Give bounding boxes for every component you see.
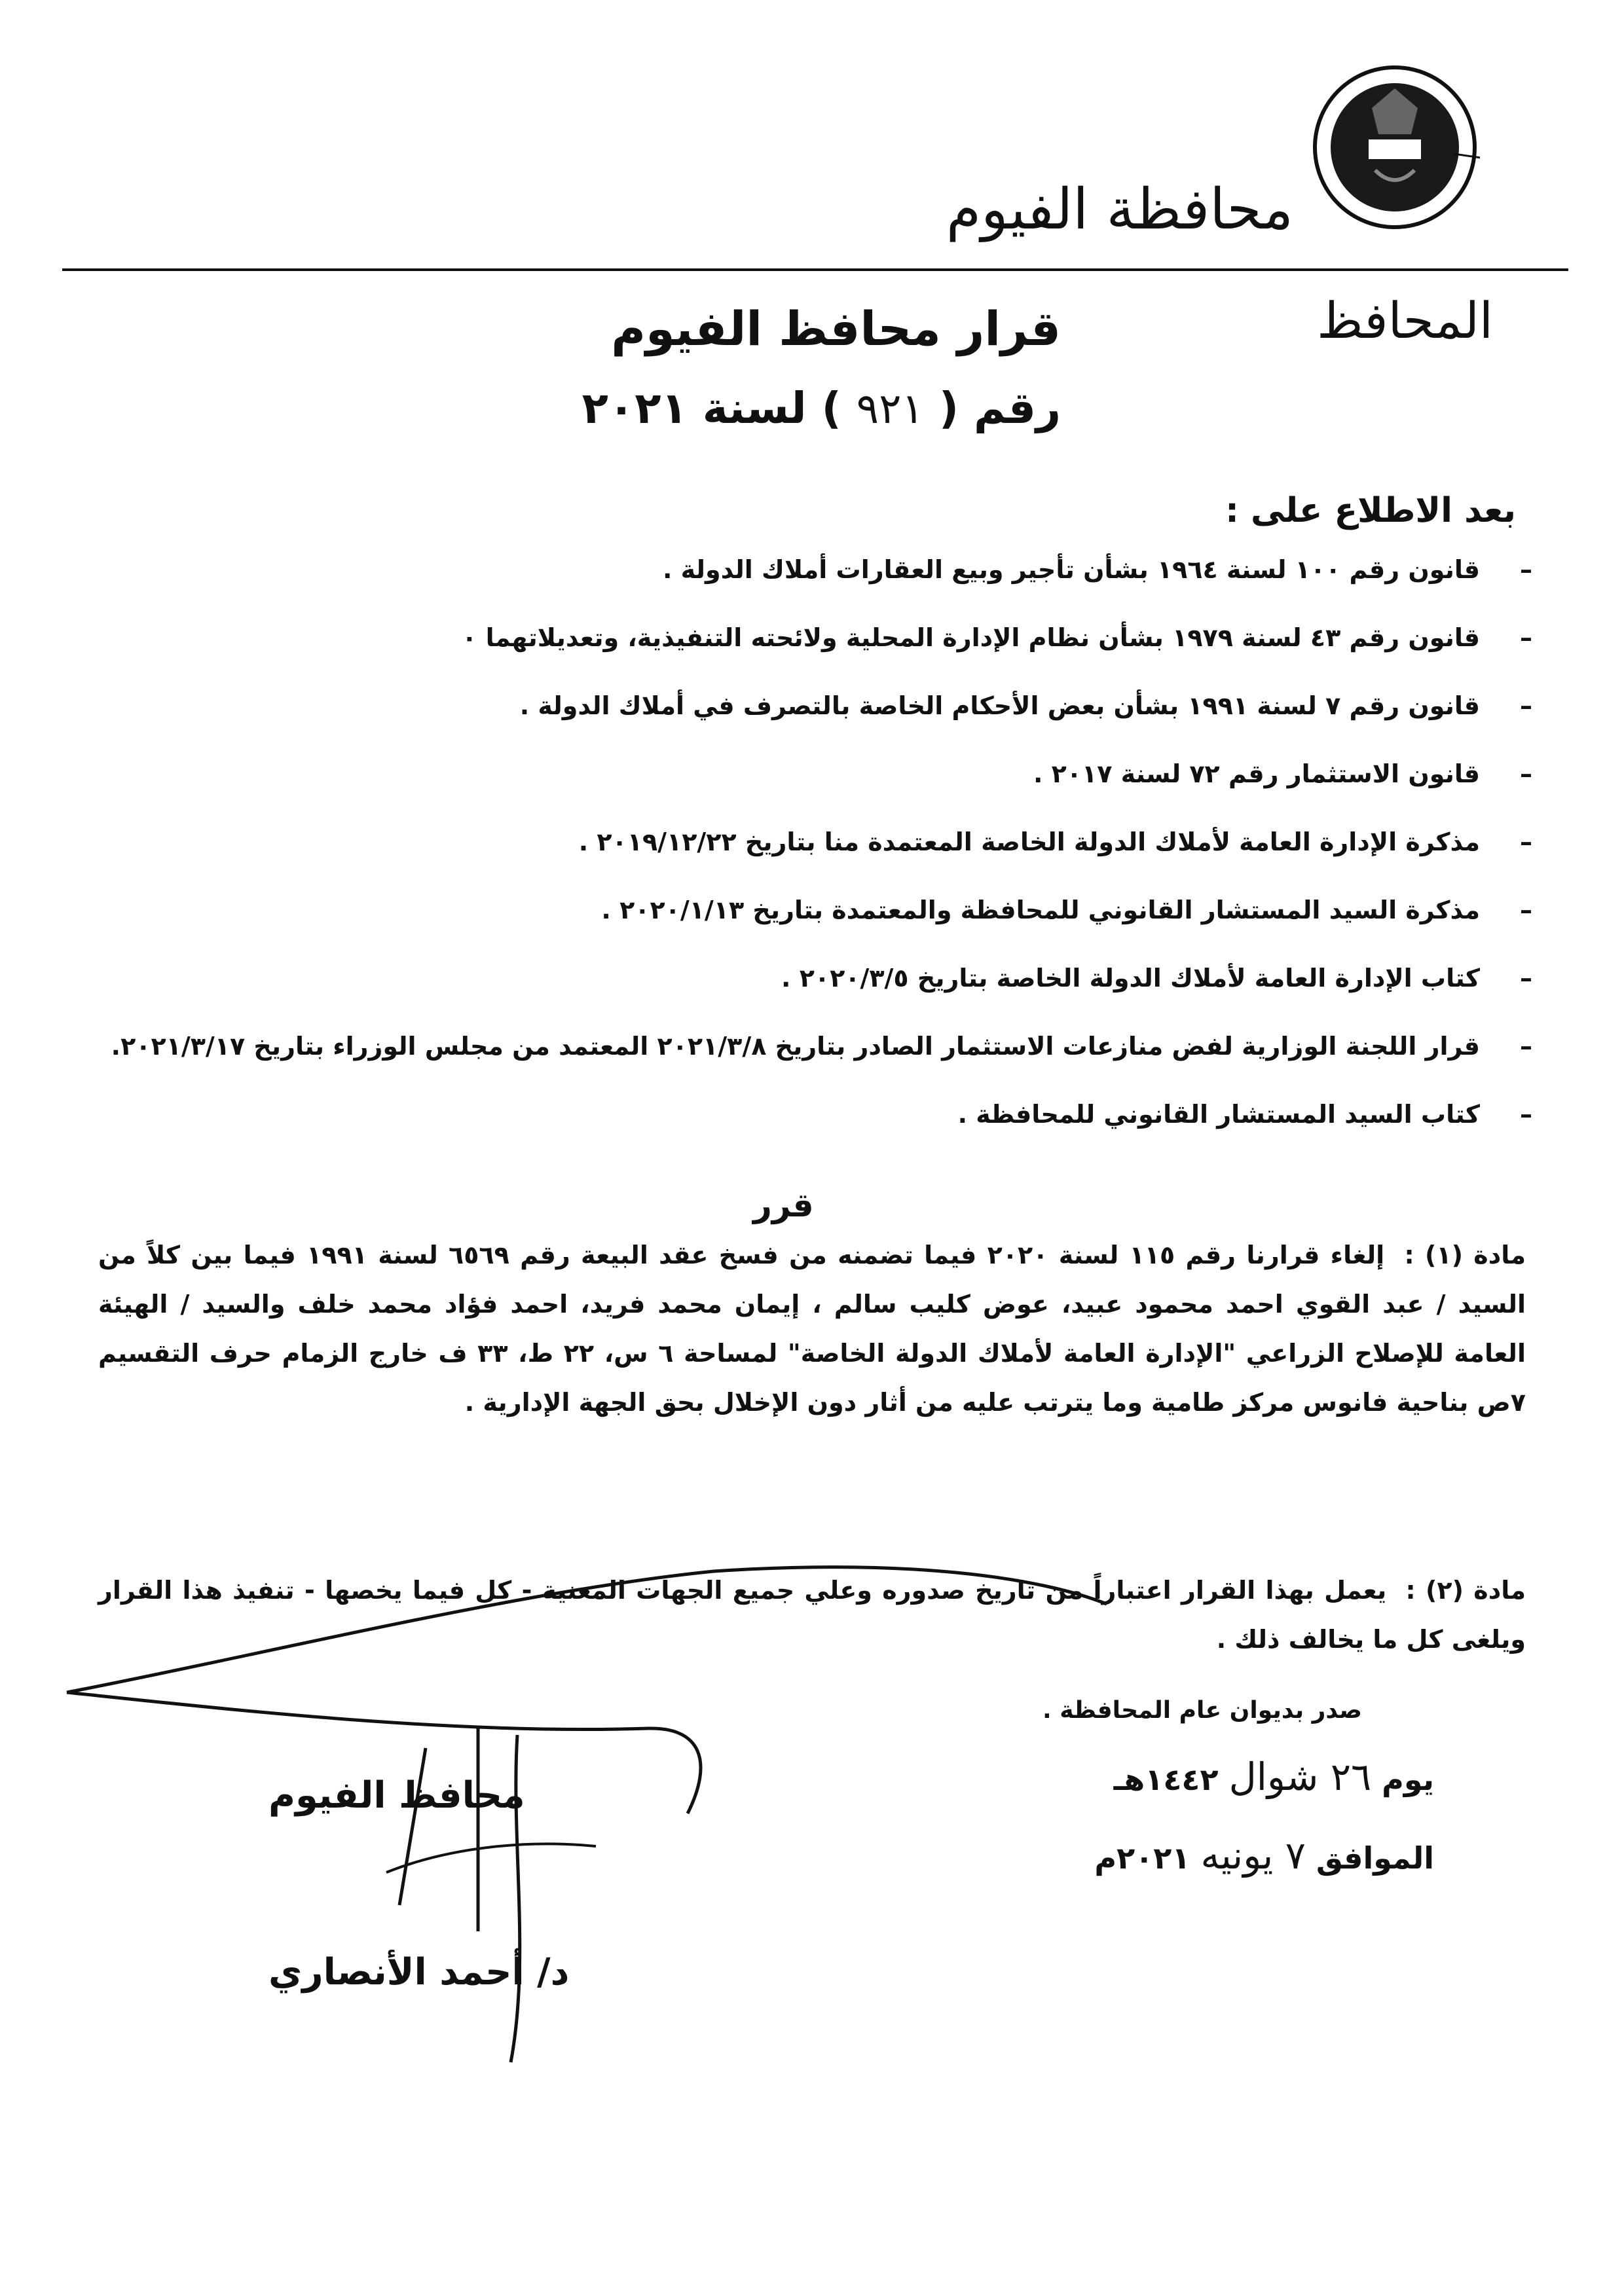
preamble-heading: بعد الاطلاع على :: [1225, 491, 1516, 530]
decree-number-suffix: ) لسنة ٢٠٢١: [581, 383, 841, 433]
preamble-item: – قانون رقم ١٠٠ لسنة ١٩٦٤ بشأن تأجير وبيع العقارات أملاك الدولة .: [105, 550, 1532, 589]
article-label: مادة (١) :: [1404, 1241, 1526, 1269]
header-divider: [62, 268, 1568, 271]
preamble-item: – قانون رقم ٧ لسنة ١٩٩١ بشأن بعض الأحكام الخاصة بالتصرف في أملاك الدولة .: [105, 686, 1532, 725]
gregorian-date-prefix: الموافق: [1316, 1840, 1434, 1876]
decree-title: قرار محافظ الفيوم: [611, 301, 1061, 356]
governorate-name: محافظة الفيوم: [946, 177, 1293, 242]
preamble-item: – قانون الاستثمار رقم ٧٢ لسنة ٢٠١٧ .: [105, 754, 1532, 793]
preamble-item: – مذكرة الإدارة العامة لأملاك الدولة الخاصة المعتمدة منا بتاريخ ٢٠١٩/١٢/٢٢ .: [105, 822, 1532, 862]
signatory-title: محافظ الفيوم: [268, 1774, 525, 1817]
article-text: يعمل بهذا القرار اعتباراً من تاريخ صدوره وعلي جميع الجهات المعنية - كل فيما يخصها - تنفيذ هذا القرار ويلغى كل ما يخالف ذلك .: [98, 1576, 1526, 1654]
gregorian-date-handwritten: ٧ يونيه: [1200, 1833, 1306, 1878]
decree-number-handwritten: ٩٢١: [856, 385, 924, 433]
governorate-seal: [1310, 62, 1480, 232]
hijri-date-prefix: يوم: [1382, 1762, 1434, 1797]
handwritten-signature: [59, 1565, 1467, 2075]
preamble-list: [105, 550, 1532, 1163]
article-label: مادة (٢) :: [1405, 1576, 1526, 1605]
decision-heading: قرر: [753, 1186, 814, 1224]
hijri-date-year: ١٤٤٢هـ: [1113, 1762, 1219, 1797]
article-1: [98, 1231, 1526, 1427]
governor-title: المحافظ: [1317, 291, 1493, 350]
decree-number-prefix: رقم (: [938, 383, 1061, 433]
issued-at: صدر بديوان عام المحافظة .: [1042, 1697, 1362, 1724]
preamble-item: – مذكرة السيد المستشار القانوني للمحافظة والمعتمدة بتاريخ ٢٠٢٠/١/١٣ .: [105, 890, 1532, 930]
preamble-item: – كتاب الإدارة العامة لأملاك الدولة الخاصة بتاريخ ٢٠٢٠/٣/٥ .: [105, 958, 1532, 998]
gregorian-date-year: ٢٠٢١م: [1094, 1840, 1190, 1876]
preamble-item: – قانون رقم ٤٣ لسنة ١٩٧٩ بشأن نظام الإدارة المحلية ولائحته التنفيذية، وتعديلاتهما ٠: [105, 618, 1532, 657]
signatory-name: د/ أحمد الأنصاري: [268, 1951, 570, 1994]
hijri-date-handwritten: ٢٦ شوال: [1228, 1755, 1372, 1799]
decree-number: [582, 383, 1061, 433]
article-text: إلغاء قرارنا رقم ١١٥ لسنة ٢٠٢٠ فيما تضمنه من فسخ عقد البيعة رقم ٦٥٦٩ لسنة ١٩٩١ فيما بين كلاً من السيد / عبد القوي احمد محمود عبيد، عوض كليب سالم ، إيمان محمد فريد، احمد فؤاد محمد خلف والسيد / الهيئة العامة للإصلاح الزراعي "الإدارة العامة لأملاك الدولة الخاصة" لمساحة ٦ س، ٢٢ ط، ٣٣ ف خارج الزمام حرف التقسيم ٧ص بناحية فانوس مركز طامية وما يترتب عليه من أثار دون الإخلال بحق الجهة الإدارية .: [98, 1241, 1526, 1417]
preamble-item: – قرار اللجنة الوزارية لفض منازعات الاستثمار الصادر بتاريخ ٢٠٢١/٣/٨ المعتمد من مجلس الوزراء بتاريخ ٢٠٢١/٣/١٧.: [105, 1027, 1532, 1066]
preamble-item: – كتاب السيد المستشار القانوني للمحافظة .: [105, 1095, 1532, 1134]
